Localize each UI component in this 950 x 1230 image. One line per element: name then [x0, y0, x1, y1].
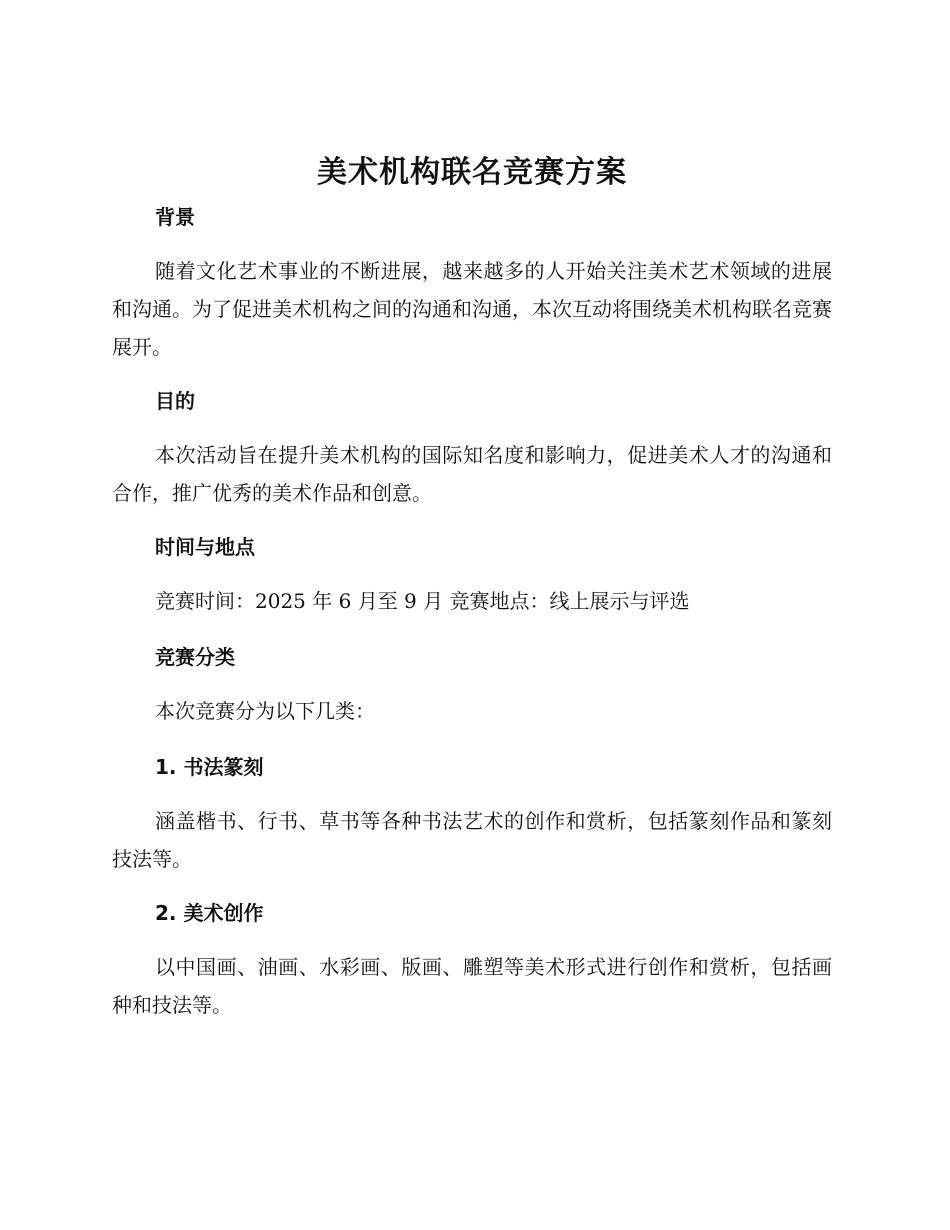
section-heading-background: 背景 — [155, 205, 195, 229]
section-heading-calligraphy: 1. 书法篆刻 — [155, 755, 264, 779]
section-text-time-place: 竞赛时间：2025 年 6 月至 9 月 竞赛地点：线上展示与评选 — [155, 589, 690, 613]
section-heading-categories: 竞赛分类 — [155, 645, 235, 669]
section-text-art-creation: 以中国画、油画、水彩画、版画、雕塑等美术形式进行创作和赏析，包括画种和技法等。 — [112, 955, 832, 1017]
section-heading-art-creation: 2. 美术创作 — [155, 901, 264, 925]
section-text-purpose: 本次活动旨在提升美术机构的国际知名度和影响力，促进美术人才的沟通和合作，推广优秀的美术作品和创意。 — [112, 443, 832, 505]
section-text-categories: 本次竞赛分为以下几类： — [155, 699, 375, 723]
section-heading-time-place: 时间与地点 — [155, 535, 255, 559]
document-title: 美术机构联名竞赛方案 — [317, 155, 627, 190]
section-heading-purpose: 目的 — [155, 389, 195, 413]
document-content — [112, 150, 832, 1044]
section-text-background: 随着文化艺术事业的不断进展，越来越多的人开始关注美术艺术领域的进展和沟通。为了促进美术机构之间的沟通和沟通，本次互动将围绕美术机构联名竞赛展开。 — [112, 259, 832, 359]
section-text-calligraphy: 涵盖楷书、行书、草书等各种书法艺术的创作和赏析，包括篆刻作品和篆刻技法等。 — [112, 809, 832, 871]
